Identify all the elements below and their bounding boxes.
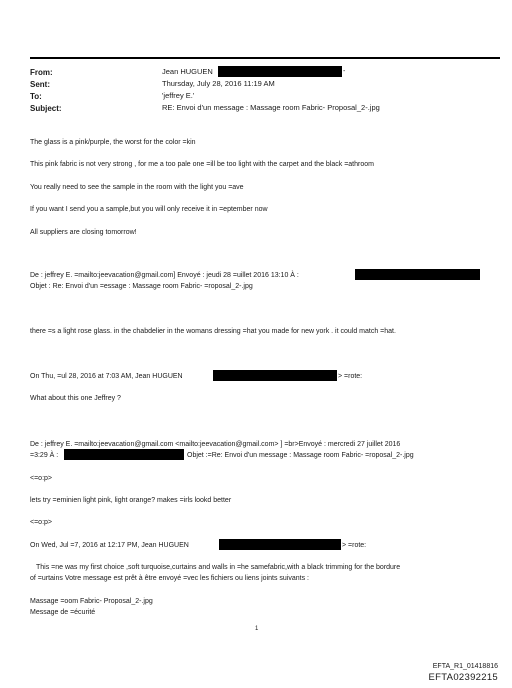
from-value-tail: - [343,68,346,75]
quote3-header-line2-start: =3:29 À : [30,452,59,459]
quote3-header-line1: De : jeffrey E. =mailto:jeevacation@gmail.com <mailto:jeevacation@gmail.com> ] =br>Envoyé : mercredi 27 juillet 2016 [30,441,401,448]
quote2-header-start: On Thu, =ul 28, 2016 at 7:03 AM, Jean HUGUEN [30,373,183,380]
body-paragraph-5: All suppliers are closing tomorrow! [30,229,137,236]
to-label: To: [30,92,42,101]
subject-value: RE: Envoi d'un message : Massage room Fabric- Proposal_2-.jpg [162,103,380,112]
body-paragraph-4: If you want I send you a sample,but you will only receive it in =eptember now [30,206,268,213]
header-rule [30,57,500,59]
quote4-header-start: On Wed, Jul =7, 2016 at 12:17 PM, Jean HUGUEN [30,542,189,549]
quote3-markup-1: <=o:p> [30,475,52,482]
quote4-body-line2: of =urtains Votre message est prêt à être envoyé =vec les fichiers ou liens joints suivants : [30,575,309,582]
from-label: From: [30,68,53,77]
quote2-body: What about this one Jeffrey ? [30,395,121,402]
to-value: 'jeffrey E.' [162,91,195,100]
quote1-header-line2: Objet : Re: Envoi d'un =essage : Massage room Fabric- =roposal_2-.jpg [30,283,253,290]
sent-label: Sent: [30,80,50,89]
body-paragraph-2: This pink fabric is not very strong , for me a too pale one =ill be too light with the carpet and the black =athroom [30,161,374,168]
redaction-quote4 [219,539,341,550]
quote3-body: lets try =eminien light pink, light orange? makes =irls lookd better [30,497,232,504]
redaction-quote2 [213,370,337,381]
footer-id-1: EFTA_R1_01418816 [432,663,498,670]
from-value: Jean HUGUEN [162,67,213,76]
page-number: 1 [255,626,259,632]
quote1-body: there =s a light rose glass. in the chabdelier in the womans dressing =hat you made for new york . it could match =hat. [30,328,396,335]
quote3-header-line2-end: Objet :=Re: Envoi d'un message : Massage room Fabric- =roposal_2-.jpg [187,452,414,459]
quote4-body-line1: This =ne was my first choice ,soft turquoise,curtains and walls in =he samefabric,with a black trimming for the bordure [36,564,401,571]
quote3-markup-2: <=o:p> [30,519,52,526]
sent-value: Thursday, July 28, 2016 11:19 AM [162,79,275,88]
body-paragraph-3: You really need to see the sample in the room with the light you =ave [30,184,244,191]
redaction-quote1 [355,269,480,280]
quote4-header-end: > =rote: [342,542,367,549]
quote2-header-end: > =rote: [338,373,363,380]
redaction-from [218,66,342,77]
subject-label: Subject: [30,104,62,113]
redaction-quote3 [64,449,184,460]
body-paragraph-1: The glass is a pink/purple, the worst for the color =kin [30,139,196,146]
security-message: Message de =écurité [30,609,96,616]
attachment-name: Massage =oom Fabric- Proposal_2-.jpg [30,598,153,605]
footer-id-2: EFTA02392215 [428,672,498,683]
quote1-header-line1: De : jeffrey E. =mailto:jeevacation@gmail.com] Envoyé : jeudi 28 =uillet 2016 13:10 À : [30,272,299,279]
